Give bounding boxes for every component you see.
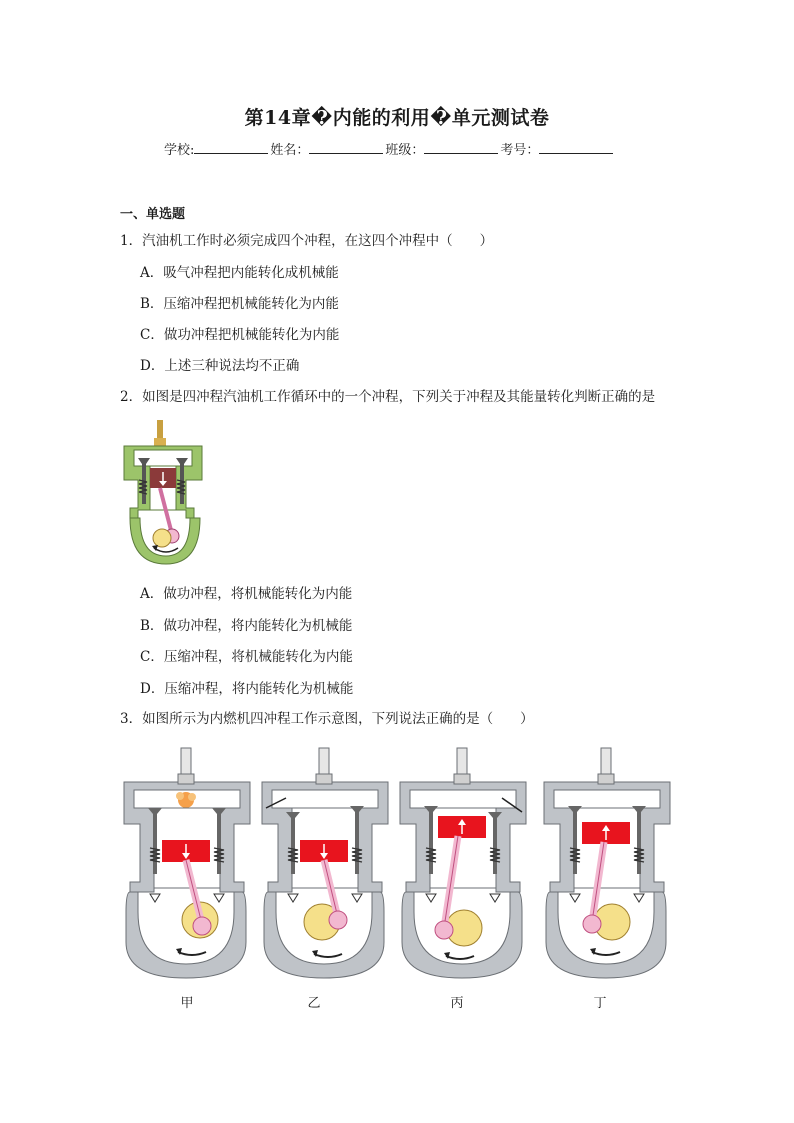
question-3-stem: 3．如图所示为内燃机四冲程工作示意图，下列说法正确的是（ ） <box>120 711 534 727</box>
class-label: 班级： <box>385 143 425 158</box>
school-blank[interactable] <box>194 141 268 154</box>
question-2-option-c[interactable]: C．压缩冲程，将机械能转化为内能 <box>140 649 353 665</box>
engine-figure-yi <box>260 742 390 982</box>
name-label: 姓名： <box>270 143 310 158</box>
class-blank[interactable] <box>424 141 498 154</box>
section-heading: 一、单选题 <box>120 207 186 222</box>
exam-no-label: 考号： <box>500 143 540 158</box>
question-2-option-a[interactable]: A．做功冲程，将机械能转化为内能 <box>140 586 353 602</box>
figure-label-ding: 丁 <box>593 996 607 1011</box>
exam-no-blank[interactable] <box>539 141 613 154</box>
question-1-option-a[interactable]: A．吸气冲程把内能转化成机械能 <box>140 265 339 281</box>
question-2-option-d[interactable]: D．压缩冲程，将内能转化为机械能 <box>140 681 354 697</box>
engine-figure-ding <box>542 742 672 982</box>
question-2-stem: 2．如图是四冲程汽油机工作循环中的一个冲程，下列关于冲程及其能量转化判断正确的是 <box>120 389 656 405</box>
figure-label-yi: 乙 <box>307 996 321 1011</box>
page-title: 第14章�内能的利用�单元测试卷 <box>244 107 550 129</box>
question-1-option-b[interactable]: B．压缩冲程把机械能转化为内能 <box>140 296 339 312</box>
school-label: 学校: <box>164 143 195 158</box>
question-1-option-d[interactable]: D．上述三种说法均不正确 <box>140 358 300 374</box>
question-2-option-b[interactable]: B．做功冲程，将内能转化为机械能 <box>140 618 353 634</box>
question-1-stem: 1．汽油机工作时必须完成四个冲程，在这四个冲程中（ ） <box>120 233 494 249</box>
engine-figure-bing <box>398 742 528 982</box>
student-info-line <box>164 139 644 158</box>
question-2-engine-figure <box>120 418 210 568</box>
question-1-option-c[interactable]: C．做功冲程把机械能转化为内能 <box>140 327 340 343</box>
engine-figure-jia <box>122 742 252 982</box>
name-blank[interactable] <box>309 141 383 154</box>
figure-label-jia: 甲 <box>180 996 194 1011</box>
figure-label-bing: 丙 <box>450 996 464 1011</box>
